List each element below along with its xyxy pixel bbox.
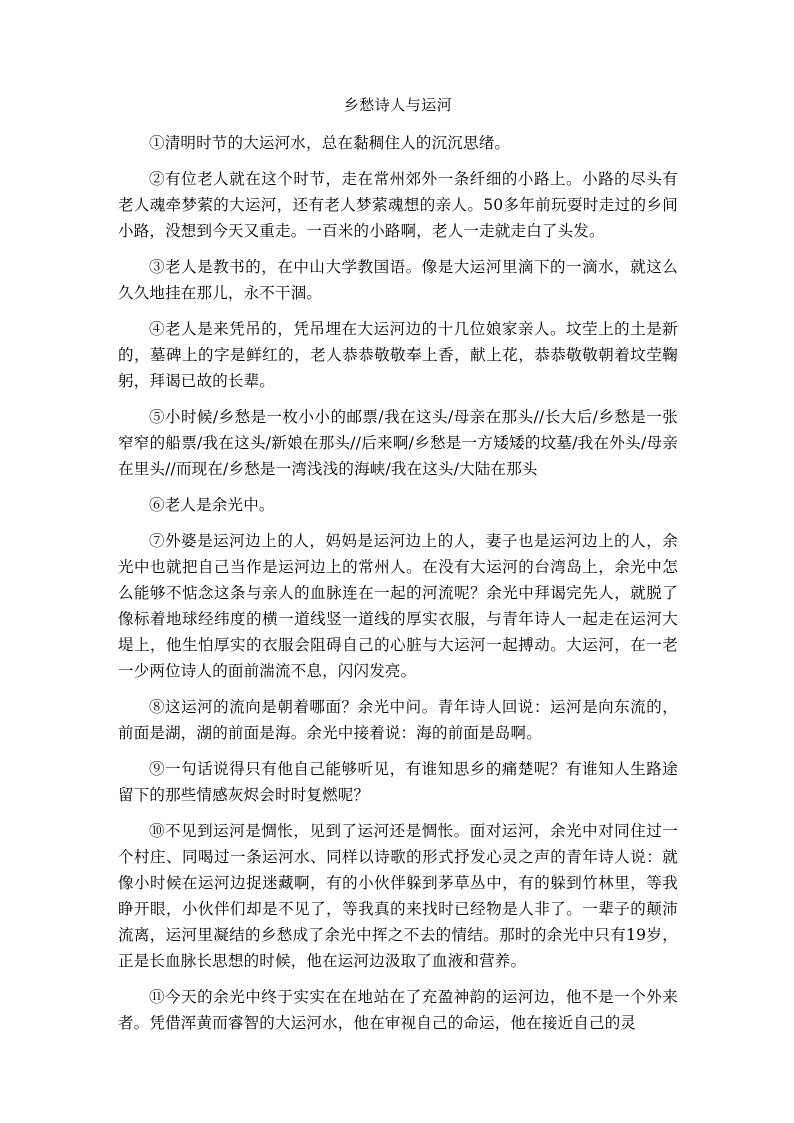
paragraph-8: ⑧这运河的流向是朝着哪面？余光中问。青年诗人回说：运河是向东流的，前面是湖，湖的前面是海。余光中接着说：海的前面是岛啊。 — [118, 698, 678, 742]
paragraph-6: ⑥老人是余光中。 — [149, 496, 275, 514]
paragraph-7: ⑦外婆是运河边上的人，妈妈是运河边上的人，妻子也是运河边上的人，余光中也就把自己当作是运河边上的常州人。在没有大运河的台湾岛上，余光中怎么能够不惦念这条与亲人的血脉连在一起的河流呢？余光中拜谒完先人，就脱了像标着地球经纬度的横一道线竖一道线的厚实衣服，与青年诗人一起走在运河大堤上，他生怕厚实的衣服会阻碍自己的心脏与大运河一起搏动。大运河，在一老一少两位诗人的面前湍流不息，闪闪发亮。 — [118, 532, 678, 680]
paragraph-10: ⑩不见到运河是惆怅，见到了运河还是惆怅。面对运河，余光中对同住过一个村庄、同喝过一条运河水、同样以诗歌的形式抒发心灵之声的青年诗人说：就像小时候在运河边捉迷藏啊，有的小伙伴躲到茅草丛中，有的躲到竹林里，等我睁开眼，小伙伴们却是不见了，等我真的来找时已经物是人非了。一辈子的颠沛流离，运河里凝结的乡愁成了余光中挥之不去的情结。那时的余光中只有19岁，正是长血脉长思想的时候，他在运河边汲取了血液和营养。 — [118, 822, 678, 970]
paragraph-1: ①清明时节的大运河水，总在黏稠住人的沉沉思绪。 — [149, 134, 511, 152]
paragraph-9: ⑨一句话说得只有他自己能够听见，有谁知思乡的痛楚呢？有谁知人生路途留下的那些情感灰烬会时时复燃呢？ — [118, 760, 678, 804]
paragraph-5-poem: ⑤小时候/乡愁是一枚小小的邮票/我在这头/母亲在那头//长大后/乡愁是一张窄窄的船票/我在这头/新娘在那头//后来啊/乡愁是一方矮矮的坟墓/我在外头/母亲在里头//而现在/乡愁是一湾浅浅的海峡/我在这头/大陆在那头 — [118, 408, 678, 478]
article-title: 乡愁诗人与运河 — [343, 96, 453, 114]
document-page — [118, 92, 678, 1046]
paragraph-2: ②有位老人就在这个时节，走在常州郊外一条纤细的小路上。小路的尽头有老人魂牵梦萦的大运河，还有老人梦萦魂想的亲人。50多年前玩耍时走过的乡间小路，没想到今天又重走。一百米的小路啊，老人一走就走白了头发。 — [118, 170, 678, 240]
paragraph-3: ③老人是教书的，在中山大学教国语。像是大运河里滴下的一滴水，就这么久久地挂在那儿，永不干涸。 — [118, 258, 678, 302]
paragraph-11: ⑪今天的余光中终于实实在在地站在了充盈神韵的运河边，他不是一个外来者。凭借浑黄而睿智的大运河水，他在审视自己的命运，他在接近自己的灵 — [118, 988, 678, 1032]
paragraph-4: ④老人是来凭吊的，凭吊埋在大运河边的十几位娘家亲人。坟茔上的土是新的，墓碑上的字是鲜红的，老人恭恭敬敬奉上香，献上花，恭恭敬敬朝着坟茔鞠躬，拜谒已故的长辈。 — [118, 320, 678, 390]
